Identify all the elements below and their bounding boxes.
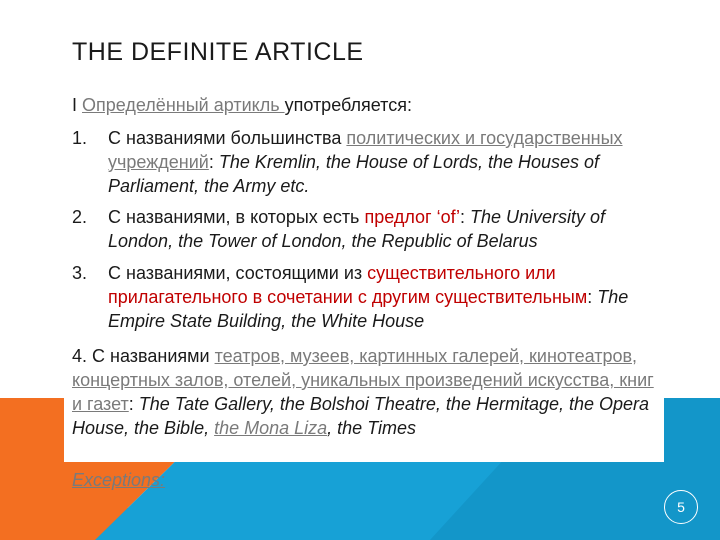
item4-link[interactable]: театров, музеев, картинных галерей, кинотеатров, концертных залов, отелей, уникальных произведений искусства, книг и газет <box>72 346 654 414</box>
item-link[interactable]: политических и государственных учреждений <box>108 128 623 172</box>
intro-suffix: употребляется: <box>284 95 412 115</box>
item4-red-example[interactable]: the Mona Liza <box>214 418 328 438</box>
item-text-b: : <box>587 287 598 307</box>
item-number: 1. <box>72 128 88 148</box>
item4-end: , the Times <box>327 418 417 438</box>
item-example: The Kremlin, the House of Lords, the Houses of Parliament, the Army etc. <box>108 152 600 196</box>
intro-link[interactable]: Определённый артикль <box>82 95 285 115</box>
list-item-4 <box>72 344 657 440</box>
page-number: 5 <box>664 490 698 524</box>
list-item-1 <box>72 126 652 198</box>
item-highlight: существительного или прилагательного в сочетании с другим существительным <box>108 263 588 307</box>
item-highlight: предлог ‘of’ <box>364 207 460 227</box>
intro-prefix: I <box>72 95 83 115</box>
item4-example: The Tate Gallery, the Bolshoi Theatre, the Hermitage, the Opera House, the Bible, <box>72 394 650 438</box>
item4-colon: : <box>128 394 139 414</box>
slide-title: THE DEFINITE ARTICLE <box>72 38 364 66</box>
item-text <box>108 261 652 333</box>
list-item-3 <box>72 261 652 333</box>
item-text <box>108 126 652 198</box>
item4-prefix: 4. С названиями <box>72 346 215 366</box>
exceptions-link[interactable]: Exceptions: <box>72 470 166 490</box>
item-number: 3. <box>72 263 88 283</box>
list-item-2 <box>72 205 652 253</box>
item-text-a: С названиями большинства <box>108 128 347 148</box>
item-text-b: : <box>208 152 219 172</box>
item-example: The Empire State Building, the White House <box>108 287 629 331</box>
item-text-a: С названиями, в которых есть <box>108 207 365 227</box>
item-example: The University of London, the Tower of London, the Republic of Belarus <box>108 207 606 251</box>
item-text-a: С названиями, состоящими из <box>108 263 368 283</box>
intro-line <box>72 94 412 116</box>
item-number: 2. <box>72 207 88 227</box>
item-text <box>108 205 652 253</box>
item-text-b: : <box>459 207 470 227</box>
